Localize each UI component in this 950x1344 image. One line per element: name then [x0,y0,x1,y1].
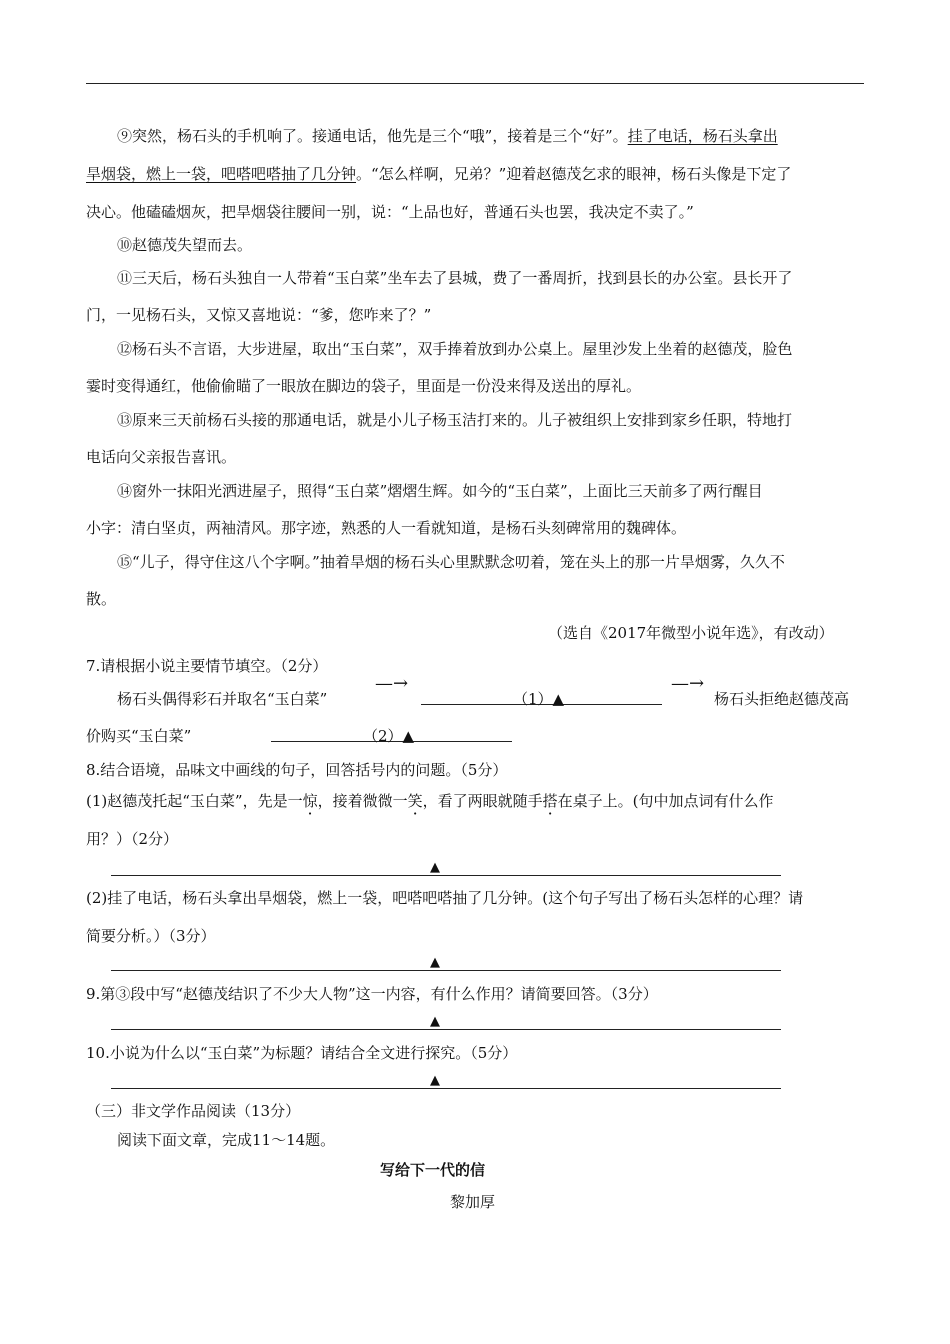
q8-1-answer-line[interactable] [111,875,781,876]
paragraph-15-line-1: ⑮“儿子，得守住这八个字啊。”抽着旱烟的杨石头心里默默念叨着，笼在头上的那一片旱烟雾，久久不 [117,553,785,571]
paragraph-11-line-2: 门，一见杨石头，又惊又喜地说：“爹，您咋来了？” [86,306,432,324]
q8-1-text-2: ，接着微微一 [317,792,408,810]
p9-text: ⑨突然，杨石头的手机响了。接通电话，他先是三个“哦”，接着是三个“好”。 [117,127,628,145]
paragraph-9-line-1 [117,126,778,146]
question-9: 9.第③段中写“赵德茂结识了不少大人物”这一内容，有什么作用？请简要回答。（3分） [86,985,658,1003]
question-10: 10.小说为什么以“玉白菜”为标题？请结合全文进行探究。（5分） [86,1044,518,1062]
question-8: 8.结合语境，品味文中画线的句子，回答括号内的问题。（5分） [86,761,508,779]
q7-arrow-1: —→ [375,673,409,694]
paragraph-10: ⑩赵德茂失望而去。 [117,236,253,254]
q8-2-answer-line[interactable] [111,970,781,971]
paragraph-9-line-3: 决心。他磕磕烟灰，把旱烟袋往腰间一别，说：“上品也好，普通石头也罢，我决定不卖了。” [86,203,694,221]
q7-blank-2-label: （2）▲ [363,727,415,745]
paragraph-13-line-2: 电话向父亲报告喜讯。 [86,448,237,466]
q7-plot-start: 杨石头偶得彩石并取名“玉白菜” [117,690,328,708]
q7-blank-1-label: （1）▲ [513,690,565,708]
q9-answer-mark: ▲ [430,1014,440,1029]
header-rule [86,83,864,84]
q8-1-text-3: ，看了两眼就随手 [422,792,543,810]
underlined-sentence-part-2: 旱烟袋，燃上一袋，吧嗒吧嗒抽了几分钟 [86,165,357,183]
q8-1-line-2: 用？）（2分） [86,830,179,848]
paragraph-12-line-1: ⑫杨石头不言语，大步进屋，取出“玉白菜”，双手捧着放到办公桌上。屋里沙发上坐着的赵德茂，脸色 [117,340,793,358]
q7-plot-mid: 杨石头拒绝赵德茂高 [714,690,850,708]
q10-answer-mark: ▲ [430,1073,440,1088]
paragraph-14-line-1: ⑭窗外一抹阳光洒进屋子，照得“玉白菜”熠熠生辉。如今的“玉白菜”，上面比三天前多了两行醒目 [117,482,763,500]
q8-1-line-1 [86,791,774,811]
q8-2-line-1: (2)挂了电话，杨石头拿出旱烟袋，燃上一袋，吧嗒吧嗒抽了几分钟。(这个句子写出了杨石头怎样的心理？请 [86,889,804,907]
q7-plot-end: 价购买“玉白菜” [86,727,192,745]
question-7: 7.请根据小说主要情节填空。（2分） [86,657,328,675]
article-title: 写给下一代的信 [380,1161,486,1179]
paragraph-11-line-1: ⑪三天后，杨石头独自一人带着“玉白菜”坐车去了县城，费了一番周折，找到县长的办公室。县长开了 [117,269,793,287]
q8-2-answer-mark: ▲ [430,955,440,970]
source-citation: （选自《2017年微型小说年选》，有改动） [548,624,834,642]
q8-1-answer-mark: ▲ [430,860,440,875]
q8-1-text: (1)赵德茂托起“玉白菜”，先是一 [86,792,303,810]
section-3-heading: （三）非文学作品阅读（13分） [86,1102,301,1120]
paragraph-12-line-2: 霎时变得通红，他偷偷瞄了一眼放在脚边的袋子，里面是一份没来得及送出的厚礼。 [86,377,642,395]
paragraph-14-line-2: 小字：清白坚贞，两袖清风。那字迹，熟悉的人一看就知道，是杨石头刻碑常用的魏碑体。 [86,519,687,537]
dotted-word-1: 惊 [302,792,318,810]
q10-answer-line[interactable] [111,1088,781,1089]
q8-2-line-2: 简要分析。）（3分） [86,927,216,945]
paragraph-13-line-1: ⑬原来三天前杨石头接的那通电话，就是小儿子杨玉洁打来的。儿子被组织上安排到家乡任职，特地打 [117,411,793,429]
p9-text-cont: 。“怎么样啊，兄弟？”迎着赵德茂乞求的眼神，杨石头像是下定了 [356,165,792,183]
paragraph-15-line-2: 散。 [86,590,117,608]
article-author: 黎加厚 [450,1193,496,1211]
paragraph-9-line-2 [86,164,791,184]
q9-answer-line[interactable] [111,1029,781,1030]
dotted-word-2: 笑 [407,792,423,810]
underlined-sentence-part-1: 挂了电话，杨石头拿出 [627,127,778,145]
q7-arrow-2: —→ [671,673,705,694]
section-3-instruction: 阅读下面文章，完成11～14题。 [117,1131,336,1149]
q8-1-text-4: 在桌子上。(句中加点词有什么作 [557,792,774,810]
dotted-word-3: 搭 [542,792,558,810]
